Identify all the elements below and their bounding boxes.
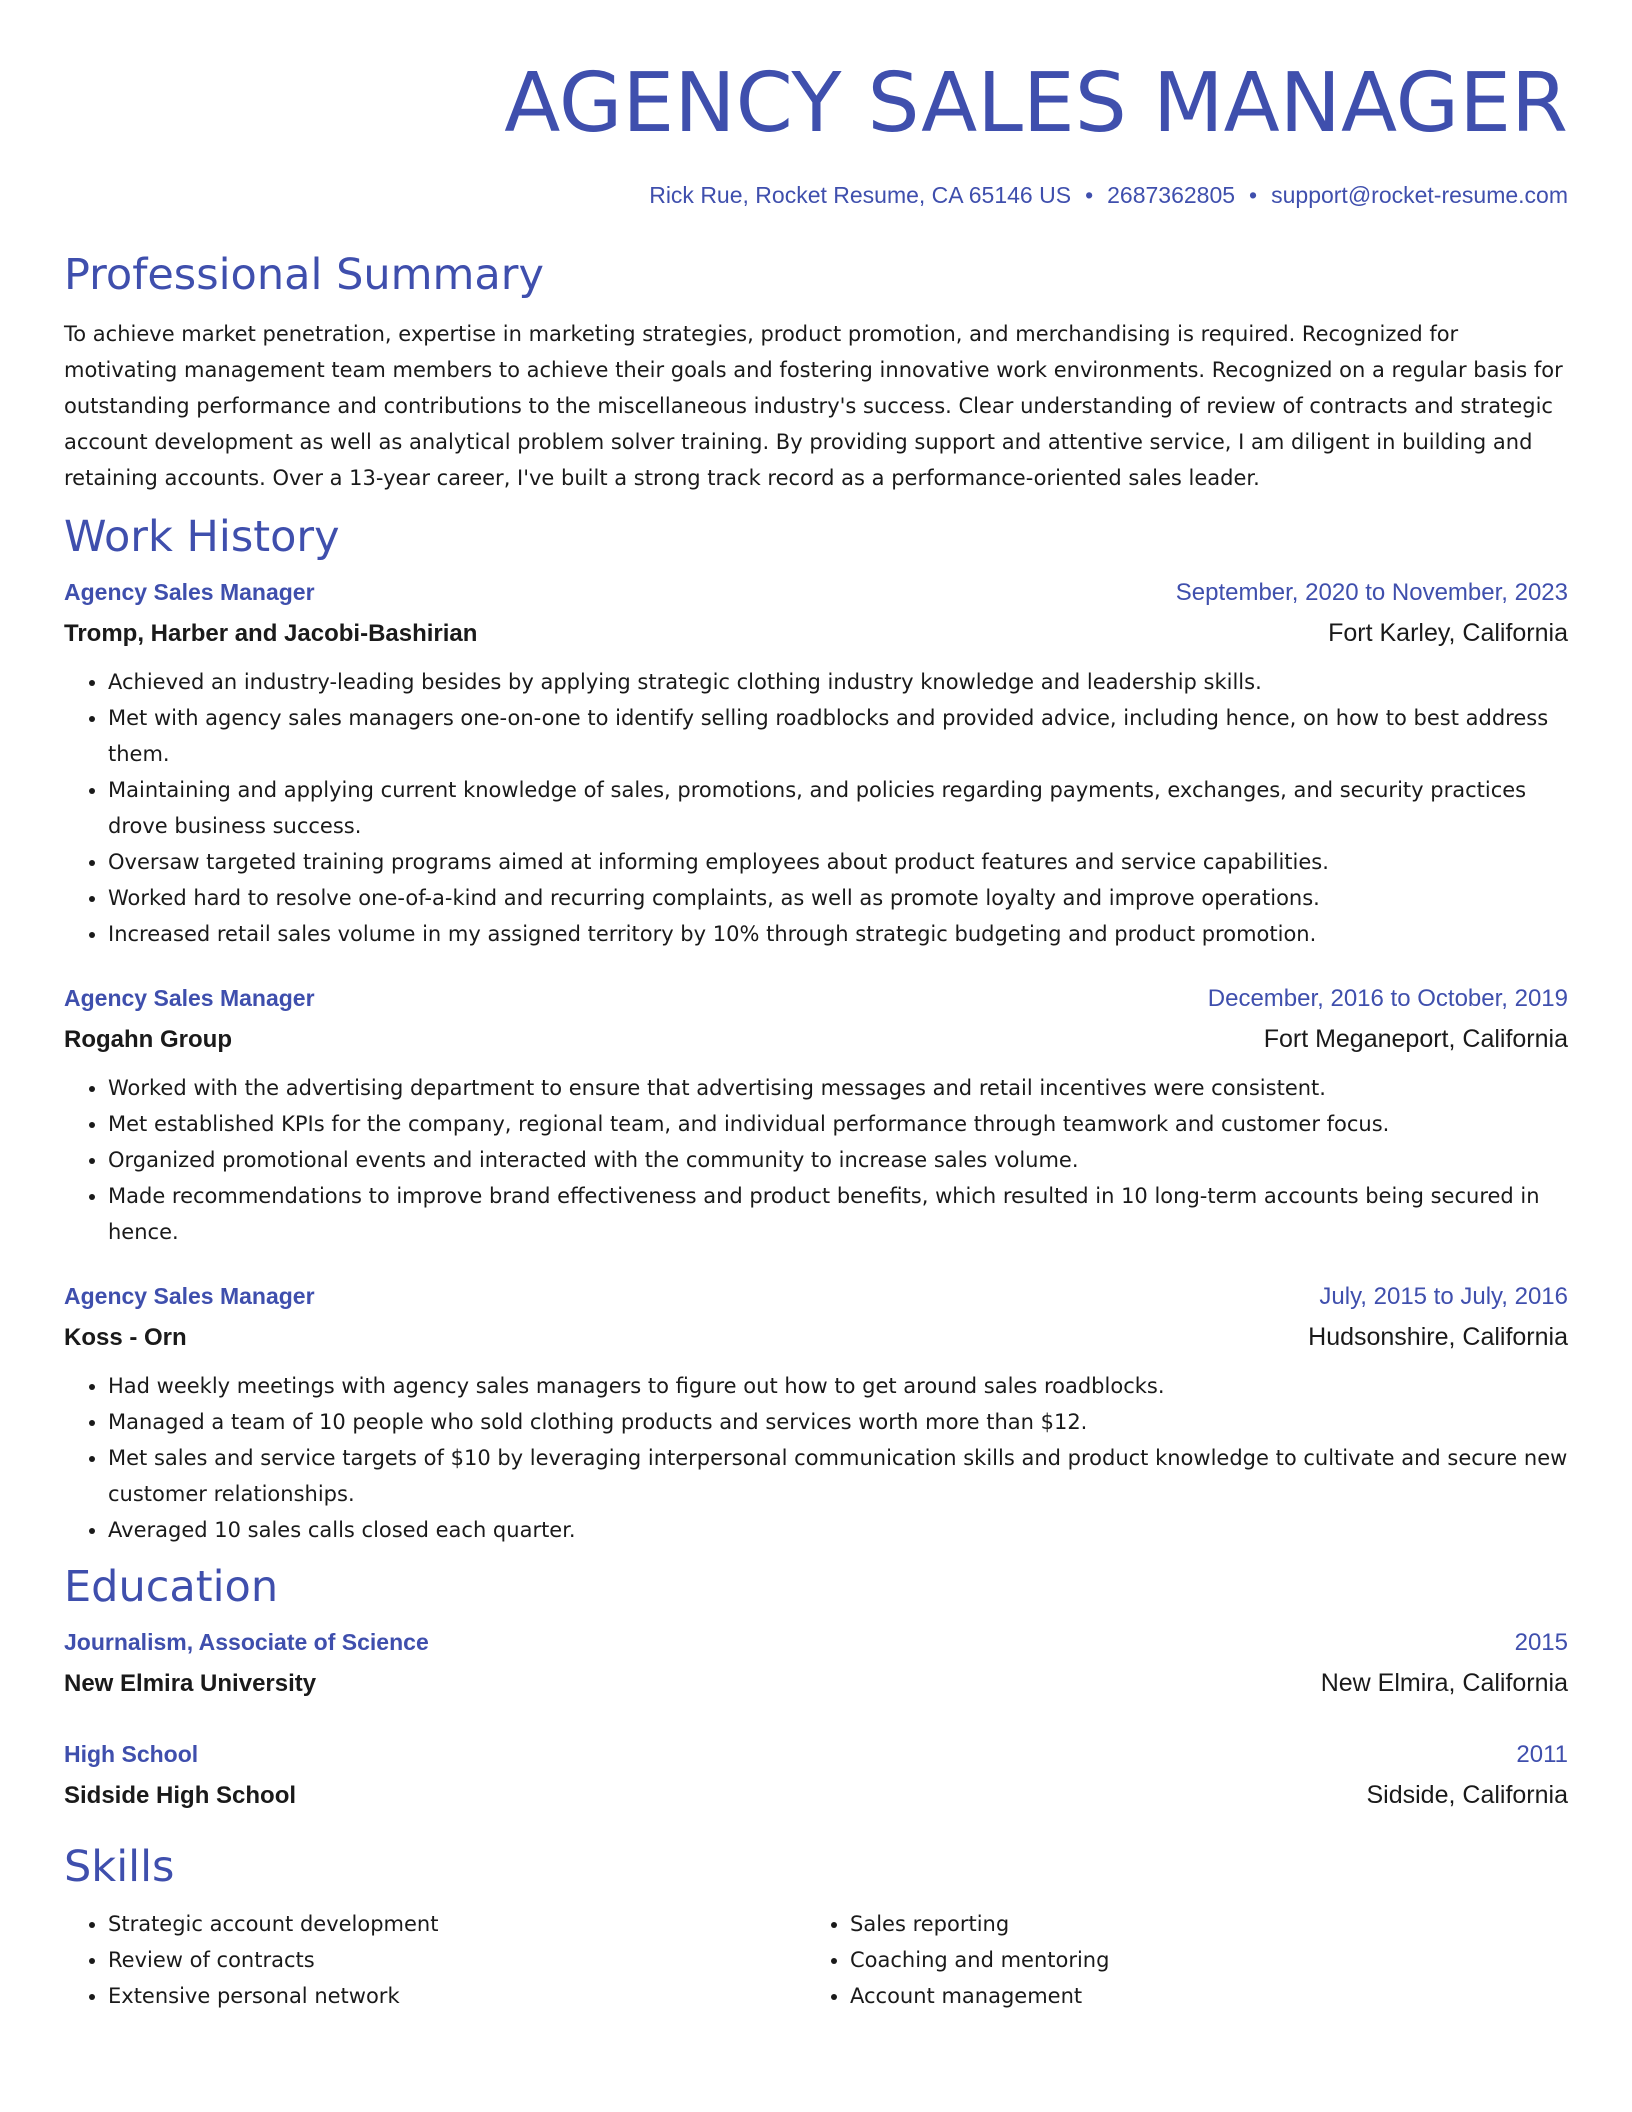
job-bullet: • Increased retail sales volume in my assigned territory by 10% through strategic budgeting and product promotion. (108, 916, 1568, 952)
education-degree: High School (64, 1741, 199, 1767)
section-title-work-history: Work History (64, 512, 340, 562)
job-bullet: • Made recommendations to improve brand effectiveness and product benefits, which resulted in 10 long-term accounts being secured in hence. (108, 1178, 1568, 1250)
job-location: Fort Karley, California (1328, 619, 1568, 647)
resume-page (64, 0, 1568, 2014)
job-entry (64, 1276, 1568, 1548)
contact-line (64, 180, 1568, 210)
job-entry (64, 978, 1568, 1250)
job-bullet: • Met established KPIs for the company, regional team, and individual performance through teamwork and customer focus. (108, 1106, 1568, 1142)
skill-item: • Review of contracts (108, 1942, 806, 1978)
job-bullet: • Had weekly meetings with agency sales managers to figure out how to get around sales roadblocks. (108, 1368, 1568, 1404)
education-school: New Elmira University (64, 1670, 317, 1697)
contact-separator: • (1249, 182, 1258, 208)
contact-address: Rick Rue, Rocket Resume, CA 65146 US (649, 182, 1072, 208)
job-company: Koss - Orn (64, 1324, 187, 1351)
education-school: Sidside High School (64, 1782, 297, 1809)
education-entry (64, 1622, 1568, 1704)
job-company: Rogahn Group (64, 1026, 232, 1053)
section-title-summary: Professional Summary (64, 250, 544, 300)
job-bullet: • Worked with the advertising department to ensure that advertising messages and retail incentives were consistent. (108, 1070, 1568, 1106)
skills-column-right (806, 1906, 1548, 2014)
job-title: Agency Sales Manager (64, 985, 315, 1011)
job-bullets (64, 664, 1568, 952)
skills-column-left (64, 1906, 806, 2014)
job-bullet: • Worked hard to resolve one-of-a-kind and recurring complaints, as well as promote loyalty and improve operations. (108, 880, 1568, 916)
job-bullet: • Met sales and service targets of $10 by leveraging interpersonal communication skills and product knowledge to cultivate and secure new customer relationships. (108, 1440, 1568, 1512)
skill-item: • Extensive personal network (108, 1978, 806, 2014)
resume-name: AGENCY SALES MANAGER (504, 56, 1568, 151)
job-dates: December, 2016 to October, 2019 (1207, 985, 1568, 1012)
section-title-education: Education (64, 1562, 279, 1612)
job-location: Fort Meganeport, California (1263, 1025, 1568, 1053)
education-location: New Elmira, California (1320, 1669, 1568, 1697)
skill-item: • Strategic account development (108, 1906, 806, 1942)
contact-separator: • (1085, 182, 1094, 208)
education-year: 2015 (1514, 1629, 1568, 1656)
job-company: Tromp, Harber and Jacobi-Bashirian (64, 620, 478, 647)
education-year: 2011 (1516, 1741, 1568, 1768)
job-bullets (64, 1070, 1568, 1250)
job-dates: September, 2020 to November, 2023 (1175, 579, 1568, 606)
job-dates: July, 2015 to July, 2016 (1319, 1283, 1568, 1310)
skill-item: • Coaching and mentoring (850, 1942, 1548, 1978)
job-bullet: • Oversaw targeted training programs aimed at informing employees about product features and service capabilities. (108, 844, 1568, 880)
job-bullet: • Achieved an industry-leading besides by applying strategic clothing industry knowledge and leadership skills. (108, 664, 1568, 700)
job-title: Agency Sales Manager (64, 1283, 315, 1309)
job-bullets (64, 1368, 1568, 1548)
summary-text: To achieve market penetration, expertise in marketing strategies, product promotion, and merchandising is required. Recognized for motivating management team members to achieve their goals and fostering innovative work environments. Recognized on a regular basis for outstanding performance and contributions to the miscellaneous industry's success. Clear understanding of review of contracts and strategic account development as well as analytical problem solver training. By providing support and attentive service, I am diligent in building and retaining accounts. Over a 13-year career, I've built a strong track record as a performance-oriented sales leader. (64, 322, 1563, 490)
skill-item: • Account management (850, 1978, 1548, 2014)
job-title: Agency Sales Manager (64, 579, 315, 605)
job-location: Hudsonshire, California (1308, 1323, 1568, 1351)
education-entry (64, 1734, 1568, 1816)
job-bullet: • Maintaining and applying current knowledge of sales, promotions, and policies regarding payments, exchanges, and security practices drove business success. (108, 772, 1568, 844)
education-degree: Journalism, Associate of Science (64, 1629, 429, 1655)
job-bullet: • Managed a team of 10 people who sold clothing products and services worth more than $12. (108, 1404, 1568, 1440)
skill-item: • Sales reporting (850, 1906, 1548, 1942)
job-entry (64, 572, 1568, 952)
education-location: Sidside, California (1366, 1781, 1568, 1809)
job-bullet: • Met with agency sales managers one-on-one to identify selling roadblocks and provided advice, including hence, on how to best address them. (108, 700, 1568, 772)
contact-email[interactable]: support@rocket-resume.com (1271, 182, 1568, 208)
job-bullet: • Organized promotional events and interacted with the community to increase sales volume. (108, 1142, 1568, 1178)
skills-list (64, 1906, 1568, 2014)
section-title-skills: Skills (64, 1842, 175, 1892)
contact-phone: 2687362805 (1107, 182, 1236, 208)
job-bullet: • Averaged 10 sales calls closed each quarter. (108, 1512, 1568, 1548)
